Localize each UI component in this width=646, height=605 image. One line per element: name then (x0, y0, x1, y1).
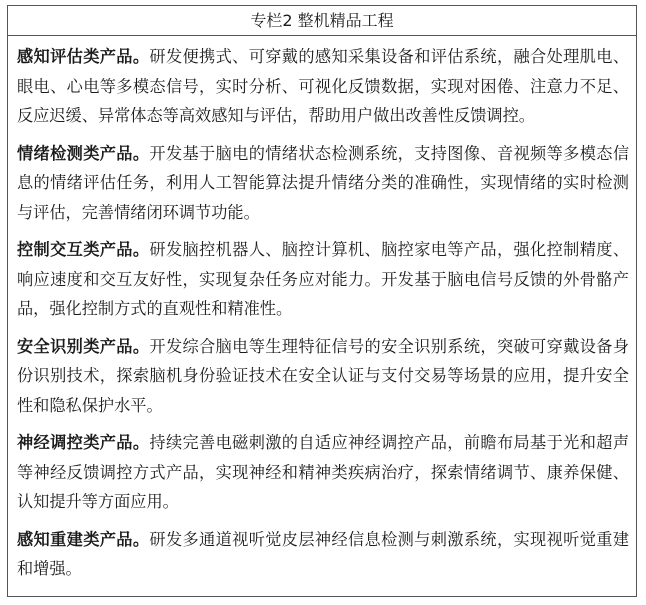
feature-box (7, 5, 637, 597)
paragraph-text: 研发脑控机器人、脑控计算机、脑控家电等产品，强化控制精度、响应速度和交互友好性，实现复杂任务应对能力。开发基于脑电信号反馈的外骨骼产品，强化控制方式的直观性和精准性。 (17, 240, 630, 318)
paragraph-emotion-detection (17, 139, 629, 228)
paragraph-text: 持续完善电磁刺激的自适应神经调控产品，前瞻布局基于光和超声等神经反馈调控方式产品，实现神经和精神类疾病治疗，探索情绪调节、康养保健、认知提升等方面应用。 (17, 433, 630, 511)
paragraph-heading: 感知重建类产品。 (17, 529, 150, 549)
paragraph-text: 研发便携式、可穿戴的感知采集设备和评估系统，融合处理肌电、眼电、心电等多模态信号，实时分析、可视化反馈数据，实现对困倦、注意力不足、反应迟缓、异常体态等高效感知与评估，帮助用户做出改善性反馈调控。 (17, 47, 630, 125)
box-body (8, 36, 636, 584)
paragraph-perception-assessment (17, 42, 629, 131)
paragraph-security-identification (17, 332, 629, 421)
paragraph-perception-reconstruction (17, 525, 629, 584)
paragraph-heading: 安全识别类产品。 (17, 336, 150, 356)
paragraph-control-interaction (17, 235, 629, 324)
box-title: 专栏2 整机精品工程 (8, 6, 636, 36)
paragraph-neuromodulation (17, 428, 629, 517)
paragraph-text: 开发综合脑电等生理特征信号的安全识别系统，突破可穿戴设备身份识别技术，探索脑机身份验证技术在安全认证与支付交易等场景的应用，提升安全性和隐私保护水平。 (17, 336, 630, 415)
paragraph-heading: 情绪检测类产品。 (17, 143, 150, 163)
paragraph-heading: 神经调控类产品。 (17, 433, 150, 452)
paragraph-text: 研发多通道视听觉皮层神经信息检测与刺激系统，实现视听觉重建和增强。 (17, 529, 630, 578)
paragraph-heading: 控制交互类产品。 (17, 240, 150, 259)
paragraph-heading: 感知评估类产品。 (17, 47, 150, 66)
paragraph-text: 开发基于脑电的情绪状态检测系统，支持图像、音视频等多模态信息的情绪评估任务，利用人工智能算法提升情绪分类的准确性，实现情绪的实时检测与评估，完善情绪闭环调节功能。 (17, 143, 630, 222)
